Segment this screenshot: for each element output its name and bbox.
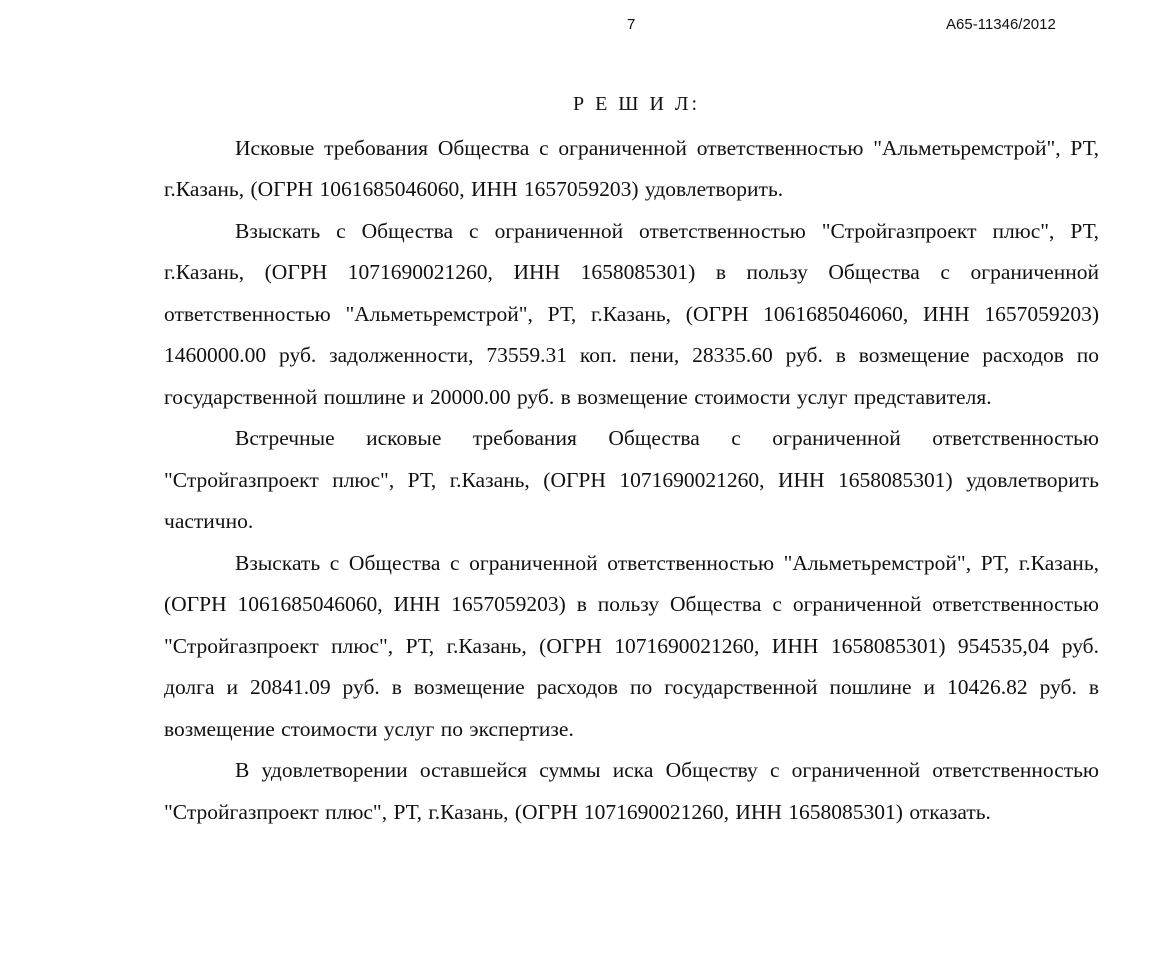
document-body: [164, 84, 1099, 833]
paragraph-recovery-main: Взыскать с Общества с ограниченной ответственностью "Стройгазпроект плюс", РТ, г.Казань, (ОГРН 1071690021260, ИНН 1658085301) в пользу Общества с ограниченной ответственностью "Альметьремстрой", РТ, г.Казань, (ОГРН 1061685046060, ИНН 1657059203) 1460000.00 руб. задолженности, 73559.31 коп. пени, 28335.60 руб. в возмещение расходов по государственной пошлине и 20000.00 руб. в возмещение стоимости услуг представителя.: [164, 218, 1099, 409]
decision-title: Р Е Ш И Л:: [572, 93, 701, 115]
paragraph-claim-granted: Исковые требования Общества с ограниченной ответственностью "Альметьремстрой", РТ, г.Казань, (ОГРН 1061685046060, ИНН 1657059203) удовлетворить.: [164, 135, 1099, 201]
paragraph-recovery-counter: Взыскать с Общества с ограниченной ответственностью "Альметьремстрой", РТ, г.Казань, (ОГРН 1061685046060, ИНН 1657059203) в пользу Общества с ограниченной ответственностью "Стройгазпроект плюс", РТ, г.Казань, (ОГРН 1071690021260, ИНН 1658085301) 954535,04 руб. долга и 20841.09 руб. в возмещение расходов по государственной пошлине и 10426.82 руб. в возмещение стоимости услуг по экспертизе.: [164, 550, 1099, 741]
case-number: А65-11346/2012: [946, 16, 1056, 33]
page-number: 7: [627, 16, 636, 33]
paragraph-counterclaim-partial: Встречные исковые требования Общества с ограниченной ответственностью "Стройгазпроект плюс", РТ, г.Казань, (ОГРН 1071690021260, ИНН 1658085301) удовлетворить частично.: [164, 426, 1099, 533]
paragraph-refusal: В удовлетворении оставшейся суммы иска Обществу с ограниченной ответственностью "Стройгазпроект плюс", РТ, г.Казань, (ОГРН 1071690021260, ИНН 1658085301) отказать.: [164, 758, 1099, 824]
page-header: [0, 16, 1176, 42]
